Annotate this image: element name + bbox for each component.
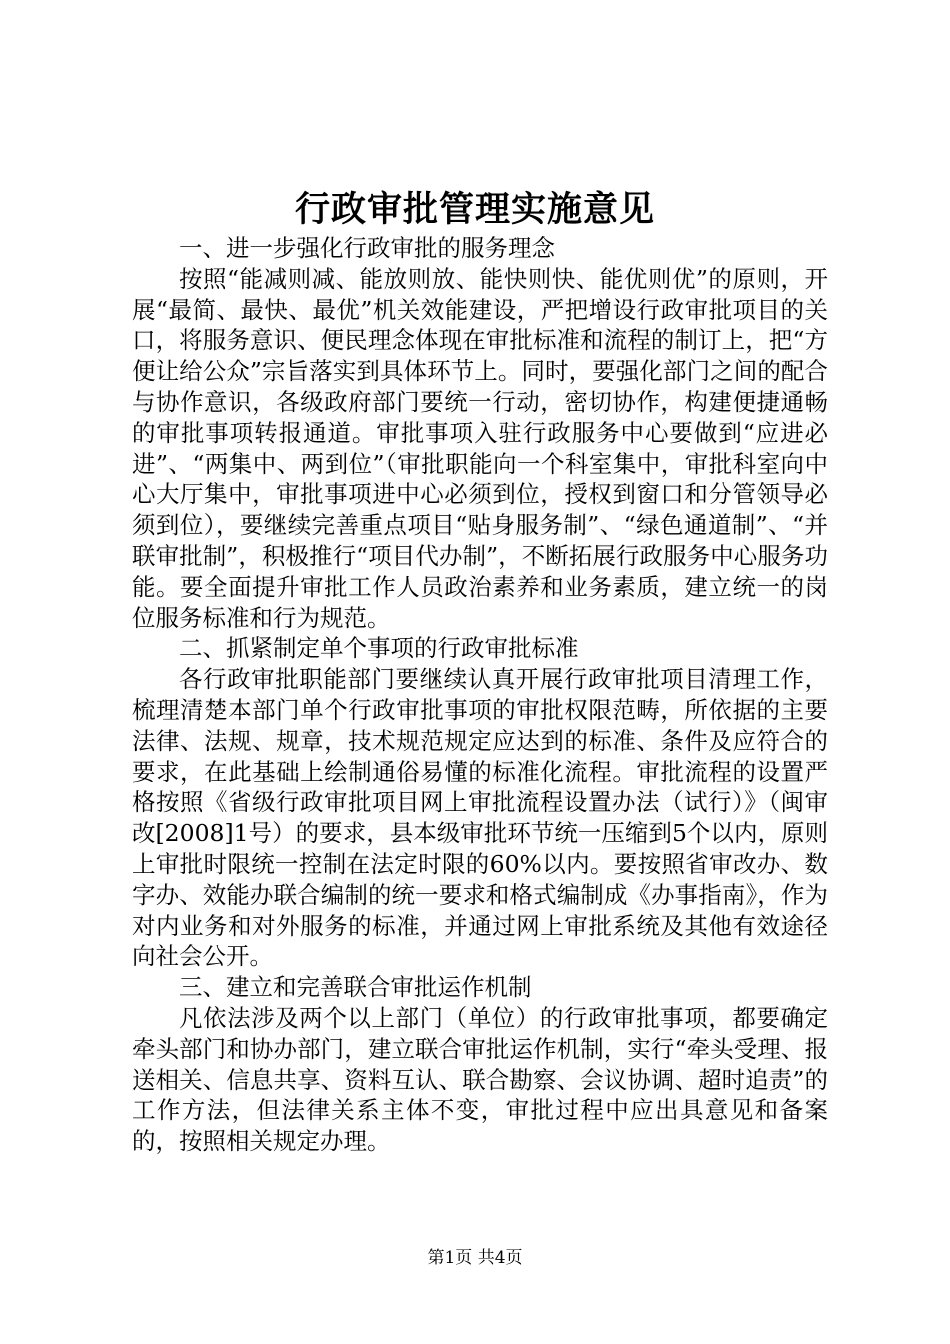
document-title: 行政审批管理实施意见	[294, 189, 655, 230]
document-body	[132, 233, 828, 1157]
section-heading-2: 二、抓紧制定单个事项的行政审批标准	[179, 634, 579, 663]
paragraph-2: 各行政审批职能部门要继续认真开展行政审批项目清理工作，梳理清楚本部门单个行政审批事项的审批权限范畴，所依据的主要法律、法规、规章，技术规范规定应达到的标准、条件及应符合的要求，在此基础上绘制通俗易懂的标准化流程。审批流程的设置严格按照《省级行政审批项目网上审批流程设置办法（试行）》（闽审改[2008]1号）的要求，县本级审批环节统一压缩到5个以内，原则上审批时限统一控制在法定时限的60%以内。要按照省审改办、数字办、效能办联合编制的统一要求和格式编制成《办事指南》，作为对内业务和对外服务的标准，并通过网上审批系统及其他有效途径向社会公开。	[132, 665, 828, 971]
page-number-footer: 第1页 共4页	[427, 1248, 523, 1268]
paragraph-3: 凡依法涉及两个以上部门（单位）的行政审批事项，都要确定牵头部门和协办部门，建立联合审批运作机制，实行“牵头受理、报送相关、信息共享、资料互认、联合勘察、会议协调、超时追责”的工作方法，但法律关系主体不变，审批过程中应出具意见和备案的，按照相关规定办理。	[132, 1003, 828, 1156]
section-heading-3: 三、建立和完善联合审批运作机制	[179, 973, 532, 1002]
section-heading-1: 一、进一步强化行政审批的服务理念	[179, 234, 555, 262]
paragraph-1: 按照“能减则减、能放则放、能快则快、能优则优”的原则，开展“最简、最快、最优”机关效能建设，严把增设行政审批项目的关口，将服务意识、便民理念体现在审批标准和流程的制订上，把“方便让给公众”宗旨落实到具体环节上。同时，要强化部门之间的配合与协作意识，各级政府部门要统一行动，密切协作，构建便捷通畅的审批事项转报通道。审批事项入驻行政服务中心要做到“应进必进”、“两集中、两到位”（审批职能向一个科室集中，审批科室向中心大厅集中，审批事项进中心必须到位，授权到窗口和分管领导必须到位），要继续完善重点项目“贴身服务制”、“绿色通道制”、“并联审批制”，积极推行“项目代办制”，不断拓展行政服务中心服务功能。要全面提升审批工作人员政治素养和业务素质，建立统一的岗位服务标准和行为规范。	[132, 264, 828, 632]
